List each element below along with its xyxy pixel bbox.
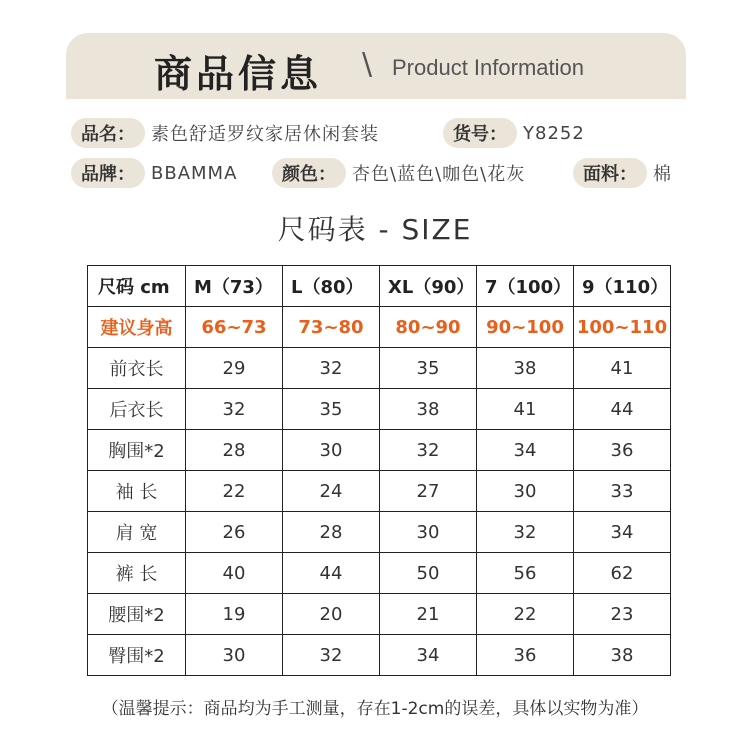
value-cell: 36 [477,635,574,676]
value-cell: 41 [574,348,671,389]
value-cell: 33 [574,471,671,512]
row-label-cell: 裤 长 [88,553,186,594]
table-row [88,635,671,676]
value-cell: 73~80 [283,307,380,348]
product-code-row [443,118,585,148]
table-header-row [88,266,671,307]
row-label-cell: 袖 长 [88,471,186,512]
value-cell: 35 [380,348,477,389]
value-cell: 7（100） [477,266,574,307]
value-cell: 80~90 [380,307,477,348]
table-row [88,471,671,512]
color-label: 颜色： [272,158,346,188]
value-cell: 24 [283,471,380,512]
value-cell: L（80） [283,266,380,307]
page-title: 商品信息 [154,52,323,96]
value-cell: 22 [477,594,574,635]
value-cell: 22 [186,471,283,512]
value-cell: 100~110 [574,307,671,348]
value-cell: 21 [380,594,477,635]
value-cell: 30 [283,430,380,471]
value-cell: 38 [477,348,574,389]
brand-label: 品牌： [71,158,145,188]
row-label-cell: 后衣长 [88,389,186,430]
table-row [88,389,671,430]
fabric-label: 面料： [573,158,647,188]
value-cell: 34 [574,512,671,553]
table-row [88,553,671,594]
brand-row [71,158,237,188]
page-subtitle: Product Information [392,55,584,80]
row-label-cell: 尺码 cm [88,266,186,307]
value-cell: 56 [477,553,574,594]
size-chart-title: 尺码表 - SIZE [277,213,473,246]
value-cell: 40 [186,553,283,594]
value-cell: 29 [186,348,283,389]
row-label-cell: 前衣长 [88,348,186,389]
value-cell: 32 [380,430,477,471]
value-cell: 66~73 [186,307,283,348]
table-row [88,430,671,471]
value-cell: 36 [574,430,671,471]
value-cell: 19 [186,594,283,635]
value-cell: 27 [380,471,477,512]
value-cell: 30 [186,635,283,676]
product-code-label: 货号： [443,118,517,148]
table-row [88,348,671,389]
value-cell: 44 [283,553,380,594]
value-cell: 38 [380,389,477,430]
value-cell: 28 [283,512,380,553]
value-cell: 9（110） [574,266,671,307]
product-code-value: Y8252 [523,122,585,144]
value-cell: 32 [186,389,283,430]
title-separator: \ [362,47,373,82]
row-label-cell: 胸围*2 [88,430,186,471]
value-cell: 90~100 [477,307,574,348]
value-cell: 32 [477,512,574,553]
row-label-cell: 臀围*2 [88,635,186,676]
table-row [88,512,671,553]
header-banner [66,33,686,99]
product-name-value: 素色舒适罗纹家居休闲套装 [151,124,379,145]
brand-value: BBAMMA [151,162,238,184]
value-cell: M（73） [186,266,283,307]
table-row [88,594,671,635]
value-cell: XL（90） [380,266,477,307]
value-cell: 44 [574,389,671,430]
value-cell: 26 [186,512,283,553]
value-cell: 30 [477,471,574,512]
value-cell: 50 [380,553,477,594]
value-cell: 34 [380,635,477,676]
row-label-cell: 建议身高 [88,307,186,348]
row-label-cell: 腰围*2 [88,594,186,635]
value-cell: 35 [283,389,380,430]
color-value: 杏色\蓝色\咖色\花灰 [352,164,526,185]
value-cell: 32 [283,348,380,389]
value-cell: 32 [283,635,380,676]
color-row [272,158,525,188]
value-cell: 30 [380,512,477,553]
value-cell: 23 [574,594,671,635]
value-cell: 34 [477,430,574,471]
product-name-row [71,118,379,148]
value-cell: 41 [477,389,574,430]
value-cell: 62 [574,553,671,594]
size-table [87,265,671,676]
product-name-label: 品名： [71,118,145,148]
measurement-note: （温馨提示：商品均为手工测量，存在1-2cm的误差，具体以实物为准） [101,699,649,719]
row-label-cell: 肩 宽 [88,512,186,553]
recommended-height-row [88,307,671,348]
fabric-value: 棉 [653,164,672,185]
value-cell: 38 [574,635,671,676]
fabric-row [573,158,672,188]
value-cell: 20 [283,594,380,635]
value-cell: 28 [186,430,283,471]
